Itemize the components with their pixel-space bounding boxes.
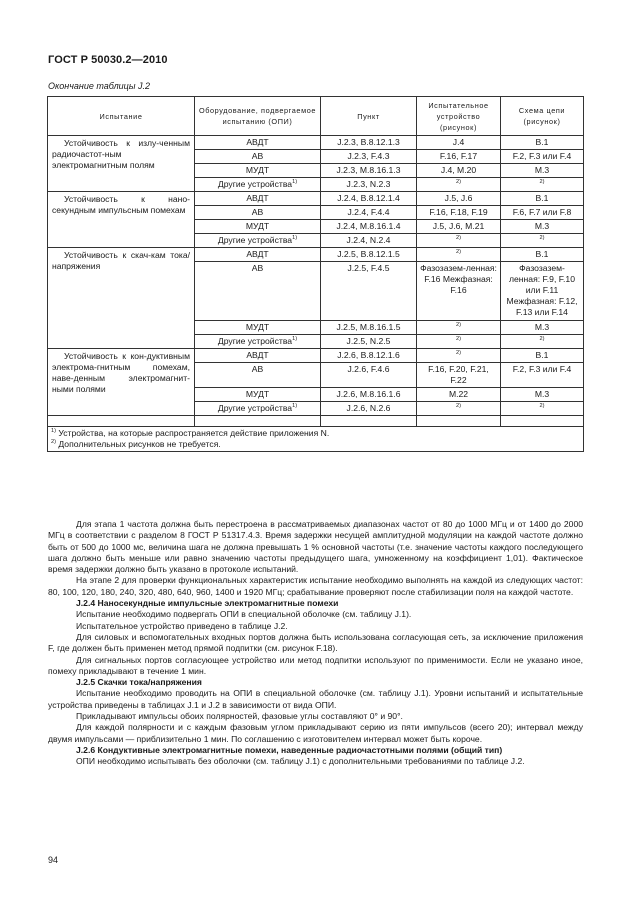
device-cell: J.5, J.6 bbox=[417, 192, 501, 206]
circuit-cell: М.3 bbox=[501, 321, 584, 335]
spacer-cell bbox=[321, 416, 417, 427]
footnote-mark: 2) bbox=[539, 179, 545, 186]
equipment-cell bbox=[195, 234, 321, 248]
equipment-cell: МУДТ bbox=[195, 220, 321, 234]
footnote-1 bbox=[51, 428, 580, 439]
test-table bbox=[47, 96, 584, 452]
device-cell: F.16, F.17 bbox=[417, 150, 501, 164]
footnote-1-text: Устройства, на которые распространяется действие приложения N. bbox=[58, 428, 330, 438]
circuit-cell: В.1 bbox=[501, 349, 584, 363]
test-name-cell bbox=[48, 192, 195, 248]
equipment-cell: АВ bbox=[195, 363, 321, 388]
equipment-cell: МУДТ bbox=[195, 164, 321, 178]
table-row bbox=[48, 136, 584, 150]
equipment-text: Другие устройства bbox=[217, 179, 293, 189]
paragraph: На этапе 2 для проверки функциональных характеристик испытание необходимо выполнять на каждой из следующих частот: 80, 100, 120, 180, 240, 320, 480, 640, 960, 1400 и 1920 МГц; срабатывание проверяют после стабилизации поля на каждой частоте. bbox=[48, 575, 583, 597]
table-row bbox=[48, 248, 584, 262]
device-cell bbox=[417, 402, 501, 416]
clause-cell: J.2.6, В.8.12.1.6 bbox=[321, 349, 417, 363]
test-name: Устойчивость к нано-секундным импульсным помехам bbox=[52, 194, 190, 215]
test-name-cell bbox=[48, 248, 195, 349]
device-cell: J.4 bbox=[417, 136, 501, 150]
equipment-cell bbox=[195, 402, 321, 416]
footnote-mark: 2) bbox=[456, 322, 461, 329]
spacer-row bbox=[48, 416, 584, 427]
clause-cell: J.2.5, N.2.5 bbox=[321, 335, 417, 349]
test-name-cell bbox=[48, 136, 195, 192]
equipment-cell: АВДТ bbox=[195, 136, 321, 150]
device-cell bbox=[417, 335, 501, 349]
footnote-mark: 2) bbox=[456, 249, 461, 256]
clause-cell: J.2.4, N.2.4 bbox=[321, 234, 417, 248]
equipment-cell: АВДТ bbox=[195, 248, 321, 262]
circuit-cell: В.1 bbox=[501, 136, 584, 150]
spacer-cell bbox=[417, 416, 501, 427]
device-cell: F.16, F.18, F.19 bbox=[417, 206, 501, 220]
paragraph: Прикладывают импульсы обоих полярностей, фазовые углы составляют 0° и 90°. bbox=[76, 711, 403, 722]
device-cell: J.5, J.6, М.21 bbox=[417, 220, 501, 234]
circuit-cell: Фазозазем-ленная: F.9, F.10 или F.11 Межфазная: F.12, F.13 или F.14 bbox=[501, 262, 584, 321]
device-cell: Фазозазем-ленная: F.16 Межфазная: F.16 bbox=[417, 262, 501, 321]
footnote-2 bbox=[51, 439, 580, 450]
document-header: ГОСТ Р 50030.2—2010 bbox=[48, 54, 168, 66]
footnote-2-text: Дополнительных рисунков не требуется. bbox=[58, 439, 221, 449]
device-cell bbox=[417, 248, 501, 262]
paragraph: ОПИ необходимо испытывать без оболочки (см. таблицу J.1) с дополнительными требованиями по таблице J.2. bbox=[76, 756, 525, 767]
footnote-mark: 1) bbox=[292, 336, 298, 343]
equipment-cell: АВДТ bbox=[195, 349, 321, 363]
circuit-cell bbox=[501, 335, 584, 349]
footnote-mark: 1) bbox=[51, 428, 56, 435]
section-heading: J.2.6 Кондуктивные электромагнитные помехи, наведенные радиочастотными полями (общий тип) bbox=[76, 744, 503, 755]
device-cell: F.16, F.20, F.21, F.22 bbox=[417, 363, 501, 388]
footnote-mark: 1) bbox=[292, 235, 298, 242]
test-name: Устойчивость к кон-дуктивным электрома-гнитным помехам, наве-денным электромагнит-ными полями bbox=[52, 351, 190, 394]
spacer-cell bbox=[48, 416, 195, 427]
equipment-cell bbox=[195, 335, 321, 349]
equipment-text: Другие устройства bbox=[217, 336, 293, 346]
footnote-mark: 2) bbox=[539, 336, 545, 343]
body-text bbox=[48, 519, 583, 768]
paragraph: Для каждой полярности и с каждым фазовым углом прикладывают серию из пяти импульсов (всего 20); интервал между двумя импульсами — приблизительно 1 мин. По соглашению с изготовителем интервал может быть короче. bbox=[48, 722, 583, 744]
circuit-cell: F.2, F.3 или F.4 bbox=[501, 150, 584, 164]
circuit-cell: М.3 bbox=[501, 164, 584, 178]
clause-cell: J.2.3, F.4.3 bbox=[321, 150, 417, 164]
test-name-cell bbox=[48, 349, 195, 416]
footnote-mark: 2) bbox=[539, 235, 545, 242]
equipment-text: Другие устройства bbox=[217, 403, 293, 413]
clause-cell: J.2.4, М.8.16.1.4 bbox=[321, 220, 417, 234]
circuit-cell: В.1 bbox=[501, 248, 584, 262]
clause-cell: J.2.6, F.4.6 bbox=[321, 363, 417, 388]
device-cell: М.22 bbox=[417, 388, 501, 402]
device-cell: J.4, М.20 bbox=[417, 164, 501, 178]
paragraph: Испытание необходимо подвергать ОПИ в специальной оболочке (см. таблицу J.1). bbox=[76, 609, 412, 620]
circuit-cell: F.2, F.3 или F.4 bbox=[501, 363, 584, 388]
col-header-equipment: Оборудование, подвергаемое испытанию (ОПИ) bbox=[195, 97, 321, 136]
clause-cell: J.2.3, N.2.3 bbox=[321, 178, 417, 192]
equipment-cell: АВ bbox=[195, 206, 321, 220]
clause-cell: J.2.5, В.8.12.1.5 bbox=[321, 248, 417, 262]
col-header-device: Испытательное устройство (рисунок) bbox=[417, 97, 501, 136]
equipment-cell: МУДТ bbox=[195, 388, 321, 402]
device-cell bbox=[417, 321, 501, 335]
clause-cell: J.2.6, N.2.6 bbox=[321, 402, 417, 416]
footnote-mark: 2) bbox=[456, 179, 461, 186]
footnote-mark: 2) bbox=[51, 439, 56, 446]
clause-cell: J.2.5, М.8.16.1.5 bbox=[321, 321, 417, 335]
paragraph: Для силовых и вспомогательных входных портов должна быть использована согласующая сеть, за исключение приложения F, где должен быть применен метод прямой подпитки (см. рисунок F.18). bbox=[48, 631, 583, 654]
clause-cell: J.2.3, В.8.12.1.3 bbox=[321, 136, 417, 150]
test-name: Устойчивость к излу-ченным радиочастот-ным электромагнитным полям bbox=[52, 138, 190, 170]
footnote-mark: 1) bbox=[292, 179, 298, 186]
clause-cell: J.2.4, F.4.4 bbox=[321, 206, 417, 220]
page-number: 94 bbox=[48, 855, 59, 865]
footnote-mark: 2) bbox=[539, 403, 545, 410]
circuit-cell: М.3 bbox=[501, 220, 584, 234]
footnote-mark: 1) bbox=[292, 403, 298, 410]
paragraph: Для сигнальных портов согласующее устройство или метод подпитки используют по применимости. Если не указано иное, помеху прикладывают в течение 1 мин. bbox=[48, 654, 583, 676]
circuit-cell bbox=[501, 402, 584, 416]
device-cell bbox=[417, 234, 501, 248]
circuit-cell: М.3 bbox=[501, 388, 584, 402]
paragraph: Испытательное устройство приведено в таблице J.2. bbox=[76, 620, 288, 631]
col-header-clause: Пункт bbox=[321, 97, 417, 136]
table-header-row bbox=[48, 97, 584, 136]
circuit-cell: F.6, F.7 или F.8 bbox=[501, 206, 584, 220]
footnote-mark: 2) bbox=[456, 350, 461, 357]
equipment-cell bbox=[195, 178, 321, 192]
device-cell bbox=[417, 349, 501, 363]
table-row bbox=[48, 192, 584, 206]
table-caption: Окончание таблицы J.2 bbox=[48, 81, 150, 91]
paragraph: Для этапа 1 частота должна быть перестроена в рассматриваемых диапазонах частот от 80 до 1000 МГц и от 1400 до 2000 МГц в соответствии с разделом 8 ГОСТ Р 51317.4.3. Время задержки несущей амплитудной модуляции на каждой частоте должно быть от 500 до 1000 мс, величина шага не должна превышать 1 % основной частоты (т.е. значение частоты каждого последующего шага должно быть меньше или равно значению частоты предыдущего шага, умноженному на коэффициент 1,01). Фактическое время задержки должно быть указано в протоколе испытаний. bbox=[48, 519, 583, 575]
clause-cell: J.2.3, М.8.16.1.3 bbox=[321, 164, 417, 178]
spacer-cell bbox=[195, 416, 321, 427]
section-heading: J.2.5 Скачки тока/напряжения bbox=[76, 677, 202, 688]
equipment-cell: АВ bbox=[195, 150, 321, 164]
equipment-cell: АВДТ bbox=[195, 192, 321, 206]
equipment-cell: АВ bbox=[195, 262, 321, 321]
footnote-mark: 2) bbox=[456, 336, 461, 343]
col-header-circuit: Схема цепи (рисунок) bbox=[501, 97, 584, 136]
footnote-mark: 2) bbox=[456, 403, 461, 410]
spacer-cell bbox=[501, 416, 584, 427]
clause-cell: J.2.5, F.4.5 bbox=[321, 262, 417, 321]
equipment-text: Другие устройства bbox=[217, 235, 293, 245]
test-name: Устойчивость к скач-кам тока/напряжения bbox=[52, 250, 190, 271]
paragraph: Испытание необходимо проводить на ОПИ в специальной оболочке (см. таблицу J.1). Уровни испытаний и испытательные устройства приведены в таблицах J.1 и J.2 в зависимости от вида ОПИ. bbox=[48, 688, 583, 710]
device-cell bbox=[417, 178, 501, 192]
circuit-cell: В.1 bbox=[501, 192, 584, 206]
clause-cell: J.2.4, В.8.12.1.4 bbox=[321, 192, 417, 206]
section-heading: J.2.4 Наносекундные импульсные электромагнитные помехи bbox=[76, 598, 339, 609]
circuit-cell bbox=[501, 178, 584, 192]
footnote-mark: 2) bbox=[456, 235, 461, 242]
col-header-test: Испытание bbox=[48, 97, 195, 136]
table-footnotes bbox=[48, 427, 584, 452]
table-row bbox=[48, 349, 584, 363]
equipment-cell: МУДТ bbox=[195, 321, 321, 335]
circuit-cell bbox=[501, 234, 584, 248]
table-footnotes-row bbox=[48, 427, 584, 452]
clause-cell: J.2.6, М.8.16.1.6 bbox=[321, 388, 417, 402]
